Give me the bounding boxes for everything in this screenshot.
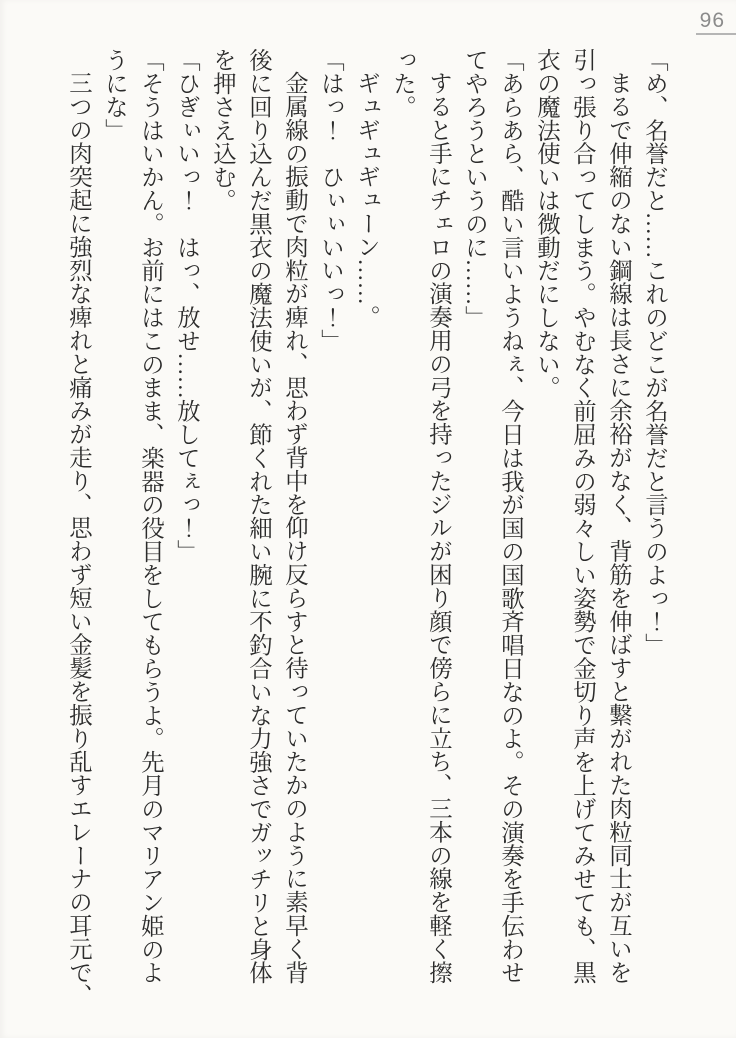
- page-number: 96: [699, 9, 725, 32]
- text-line: てやろうというのに……」: [461, 48, 487, 329]
- text-line: まるで伸縮のない鋼線は長さに余裕がなく、背筋を伸ばすと繋がれた肉粒同士が互いを: [605, 71, 631, 984]
- narration-paragraph: [204, 48, 312, 989]
- page-number-rule: [696, 33, 736, 35]
- page-text: [58, 48, 672, 1008]
- narration-paragraph: [348, 48, 384, 989]
- dialogue-paragraph: [168, 48, 204, 989]
- narration-paragraph: [384, 48, 456, 989]
- text-line: うにな」: [101, 48, 127, 142]
- text-line: 「はっ！ ひぃぃいいっ！」: [317, 48, 343, 353]
- text-line: 三つの肉突起に強烈な痺れと痛みが走り、思わず短い金髪を振り乱すエレーナの耳元で、: [65, 71, 91, 1008]
- dialogue-paragraph: [456, 48, 528, 989]
- narration-paragraph: [60, 48, 96, 1008]
- narration-paragraph: [528, 48, 636, 989]
- text-line: すると手にチェロの演奏用の弓を持ったジルが困り顔で傍らに立ち、三本の線を軽く擦: [425, 71, 451, 984]
- text-line: 金属線の振動で肉粒が痺れ、思わず背中を仰け反らすと待っていたかのように素早く背: [281, 71, 307, 984]
- dialogue-paragraph: [312, 48, 348, 989]
- text-line: 後に回り込んだ黒衣の魔法使いが、節くれた細い腕に不釣合いな力強さでガッチリと身体: [245, 48, 271, 984]
- text-line: 衣の魔法使いは微動だにしない。: [533, 48, 559, 399]
- dialogue-paragraph: [636, 48, 672, 989]
- text-line: った。: [389, 48, 415, 119]
- text-line: 引っ張り合ってしまう。やむなく前屈みの弱々しい姿勢で金切り声を上げてみせても、黒: [569, 48, 595, 984]
- text-line: 「め、名誉だと……これのどこが名誉だと言うのよっ！」: [641, 48, 667, 657]
- text-line: 「あらあら、酷い言いようねぇ、今日は我が国の国歌斉唱日なのよ。その演奏を手伝わせ: [497, 48, 523, 984]
- text-line: 「そうはいかん。お前にはこのまま、楽器の役目をしてもらうよ。先月のマリアン姫のよ: [137, 48, 163, 984]
- text-line: を押さえ込む。: [209, 48, 235, 212]
- text-line: ギュギュギューン……。: [353, 71, 379, 329]
- text-line: 「ひぎぃいっ！ はっ、放せ……放してぇっ！」: [173, 48, 199, 563]
- dialogue-paragraph: [96, 48, 168, 989]
